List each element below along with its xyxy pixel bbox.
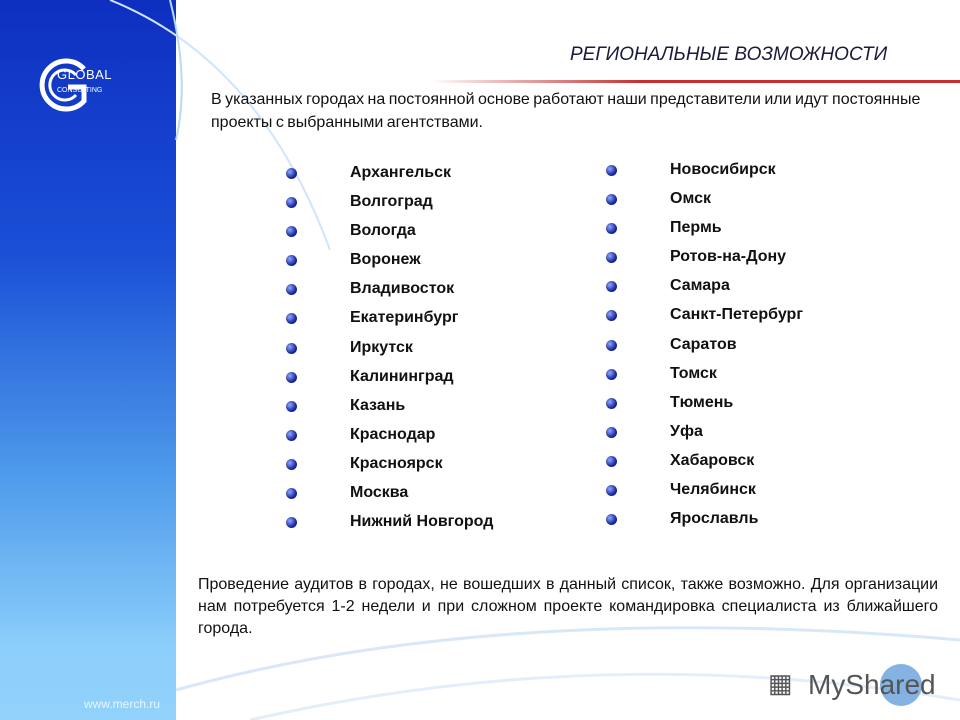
city-name: Челябинск	[670, 481, 756, 499]
city-name: Пермь	[670, 219, 722, 237]
city-name: Санкт-Петербург	[670, 306, 803, 324]
bullet-icon	[606, 165, 617, 176]
city-name: Ярославль	[670, 510, 759, 528]
city-name: Москва	[350, 484, 409, 502]
city-name: Воронеж	[350, 251, 421, 269]
city-name: Нижний Новгород	[350, 513, 494, 531]
title-divider	[430, 80, 960, 83]
outro-text: Проведение аудитов в городах, не вошедших в данный список, также возможно. Для организации нам потребуется 1-2 недели и при сложном проекте командировка специалиста из ближайшего города.	[198, 576, 938, 637]
city-name: Самара	[670, 277, 730, 295]
city-name: Тюмень	[670, 393, 734, 411]
city-name: Вологда	[350, 222, 416, 240]
logo-text-consulting: CONSULTING	[57, 87, 103, 94]
global-consulting-logo	[34, 55, 114, 115]
city-name: Красноярск	[350, 454, 443, 472]
city-name: Ротов-на-Дону	[670, 248, 787, 266]
bullet-icon	[606, 456, 617, 467]
city-name: Владивосток	[350, 280, 455, 298]
city-name: Архангельск	[350, 164, 452, 181]
city-name: Уфа	[670, 422, 703, 440]
page-title: РЕГИОНАЛЬНЫЕ ВОЗМОЖНОСТИ	[570, 44, 888, 65]
city-name: Омск	[670, 190, 711, 208]
city-name: Саратов	[670, 335, 737, 353]
logo-g-icon	[34, 55, 94, 115]
city-name: Хабаровск	[670, 451, 755, 469]
city-name: Екатеринбург	[350, 309, 459, 327]
city-name: Волгоград	[350, 193, 433, 211]
city-name: Калининград	[350, 367, 454, 385]
city-name: Иркутск	[350, 338, 413, 356]
myshared-watermark	[768, 664, 958, 714]
bullet-icon	[286, 430, 297, 441]
bullet-icon	[286, 168, 297, 179]
watermark-text: MyShared	[808, 669, 936, 700]
logo-text-global: GLOBAL	[57, 67, 113, 82]
bullet-icon	[606, 398, 617, 409]
footer-url[interactable]: www.merch.ru	[84, 697, 161, 711]
bullet-icon	[606, 485, 617, 496]
bullet-icon	[286, 372, 297, 383]
city-name: Краснодар	[350, 425, 436, 443]
intro-text: В указанных городах на постоянной основе работают наши представители или идут постоянные проекты с выбранными агентствами.	[211, 91, 921, 131]
city-name: Томск	[670, 364, 717, 382]
city-name: Новосибирск	[670, 161, 776, 178]
bullet-icon	[286, 343, 297, 354]
presentation-icon: ▦	[768, 668, 793, 698]
bullet-icon	[606, 340, 617, 351]
city-name: Казань	[350, 396, 406, 414]
bullet-icon	[286, 459, 297, 470]
bullet-icon	[606, 427, 617, 438]
bullet-icon	[606, 369, 617, 380]
bullet-icon	[286, 488, 297, 499]
bullet-icon	[286, 401, 297, 412]
